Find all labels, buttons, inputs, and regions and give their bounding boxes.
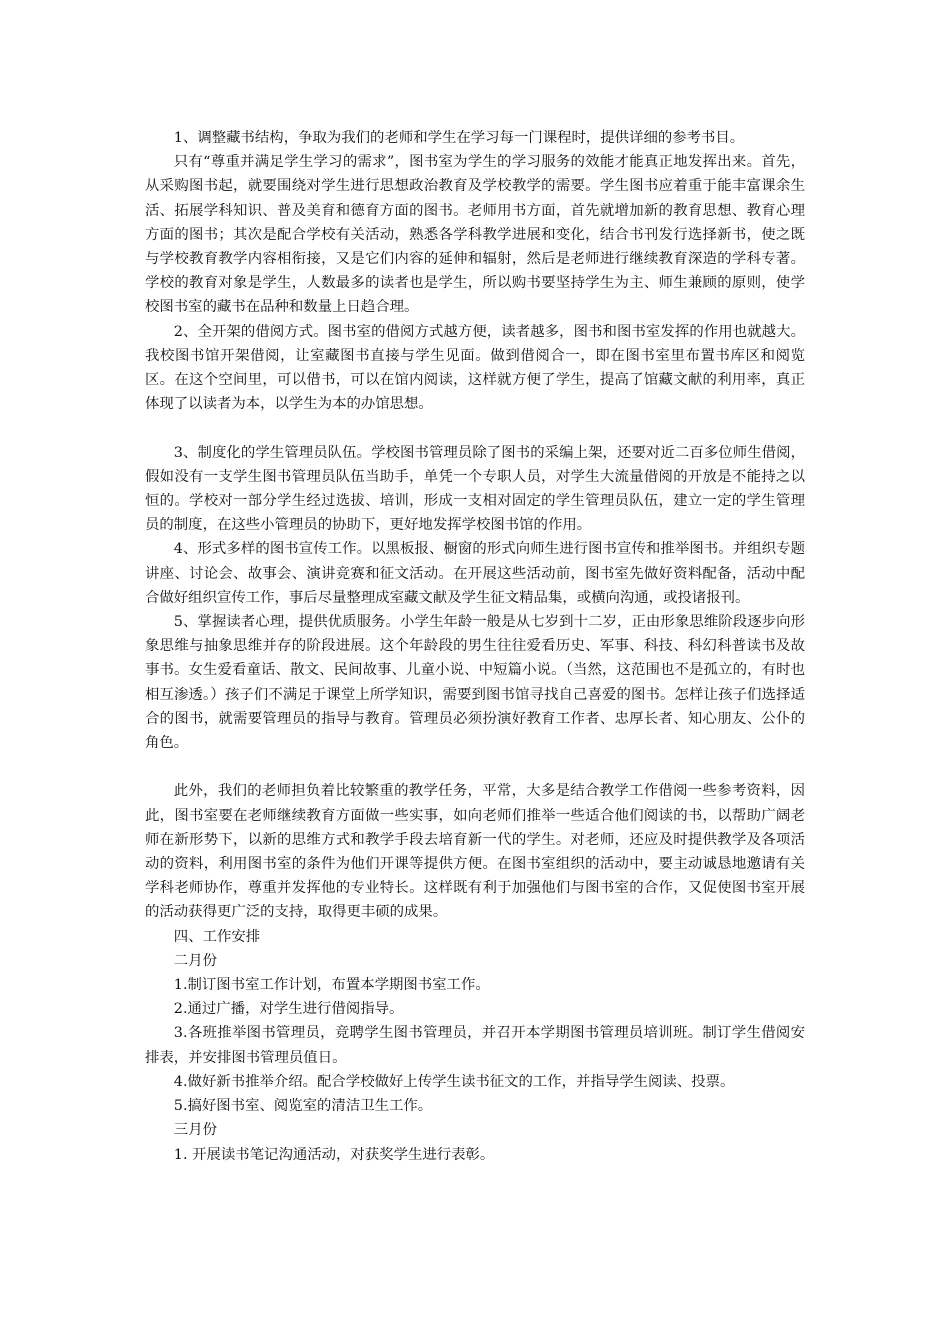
- section-heading-work-schedule: 四、工作安排: [173, 928, 261, 945]
- schedule-item: 1.制订图书室工作计划，布置本学期图书室工作。: [173, 977, 490, 994]
- paragraph-teacher-support: 此外，我们的老师担负着比较繁重的教学任务，平常，大多是结合教学工作借阅一些参考资料，因此，图书室要在老师继续教育方面做一些实事，如向老师们推举一些适合他们阅读的书，以帮助广阔老师在新形势下，以新的思维方式和教学手段去培育新一代的学生。对老师，还应及时提供教学及各项活动的资料，利用图书室的条件为他们开课等提供方便。在图书室组织的活动中，要主动诚恳地邀请有关学科老师协作，尊重并发挥他的专业特长。这样既有利于加强他们与图书室的合作，又促使图书室开展的活动获得更广泛的支持，取得更丰硕的成果。: [145, 783, 805, 921]
- schedule-item: 4.做好新书推举介绍。配合学校做好上传学生读书征文的工作，并指导学生阅读、投票。: [173, 1073, 735, 1090]
- paragraph-reader-psychology: 5、掌握读者心理，提供优质服务。小学生年龄一般是从七岁到十二岁，正由形象思维阶段逐步向形象思维与抽象思维并存的阶段进展。这个年龄段的男生往往爱看历史、军事、科技、科幻科普读书及故事书。女生爱看童话、散文、民间故事、儿童小说、中短篇小说。（当然，这范围也不是孤立的，有时也相互渗透。）孩子们不满足于课堂上所学知识，需要到图书馆寻找自己喜爱的图书。怎样让孩子们选择适合的图书，就需要管理员的指导与教育。管理员必须扮演好教育工作者、忠厚长者、知心朋友、公仆的角色。: [145, 614, 805, 752]
- schedule-item: 3.各班推举图书管理员，竞聘学生图书管理员，并召开本学期图书管理员培训班。制订学生借阅安排表，并安排图书管理员值日。: [145, 1025, 805, 1066]
- schedule-item: 1. 开展读书笔记沟通活动，对获奖学生进行表彰。: [173, 1146, 495, 1163]
- schedule-item: 5.搞好图书室、阅览室的清洁卫生工作。: [173, 1098, 433, 1115]
- paragraph-collection-structure: 1、调整藏书结构，争取为我们的老师和学生在学习每一门课程时，提供详细的参考书目。: [173, 130, 745, 146]
- paragraph-student-librarians: 3、制度化的学生管理员队伍。学校图书管理员除了图书的采编上架，还要对近二百多位师生借阅，假如没有一支学生图书管理员队伍当助手，单凭一个专职人员，对学生大流量借阅的开放是不能持之以恒的。学校对一部分学生经过选拔、培训，形成一支相对固定的学生管理员队伍，建立一定的学生管理员的制度，在这些小管理员的协助下，更好地发挥学校图书馆的作用。: [145, 444, 805, 534]
- schedule-item: 2.通过广播，对学生进行借阅指导。: [173, 1001, 404, 1018]
- document-page: [145, 126, 805, 1167]
- paragraph-student-needs: 只有“尊重并满足学生学习的需求”，图书室为学生的学习服务的效能才能真正地发挥出来。首先，从采购图书起，就要围绕对学生进行思想政治教育及学校教学的需要。学生图书应着重于能丰富课余生活、拓展学科知识、普及美育和德育方面的图书。老师用书方面，首先就增加新的教育思想、教育心理方面的图书；其次是配合学校有关活动，熟悉各学科教学进展和变化，结合书刊发行选择新书，使之既与学校教育教学内容相衔接，又是它们内容的延伸和辐射，然后是老师进行继续教育深造的学科专著。学校的教育对象是学生，人数最多的读者也是学生，所以购书要坚持学生为主、师生兼顾的原则，使学校图书室的藏书在品种和数量上日趋合理。: [145, 154, 805, 316]
- month-label-february: 二月份: [173, 952, 217, 969]
- month-label-march: 三月份: [173, 1122, 217, 1139]
- paragraph-promotion: 4、形式多样的图书宣传工作。以黑板报、橱窗的形式向师生进行图书宣传和推举图书。并组织专题讲座、讨论会、故事会、演讲竞赛和征文活动。在开展这些活动前，图书室先做好资料配备，活动中配合做好组织宣传工作，事后尽量整理成室藏文献及学生征文精品集，或横向沟通，或投诸报刊。: [145, 541, 805, 606]
- paragraph-open-shelf: 2、全开架的借阅方式。图书室的借阅方式越方便，读者越多，图书和图书室发挥的作用也就越大。我校图书馆开架借阅，让室藏图书直接与学生见面。做到借阅合一，即在图书室里布置书库区和阅览区。在这个空间里，可以借书，可以在馆内阅读，这样就方便了学生，提高了馆藏文献的利用率，真正体现了以读者为本，以学生为本的办馆思想。: [145, 323, 805, 413]
- blank-line: [145, 755, 805, 779]
- blank-line: [145, 416, 805, 440]
